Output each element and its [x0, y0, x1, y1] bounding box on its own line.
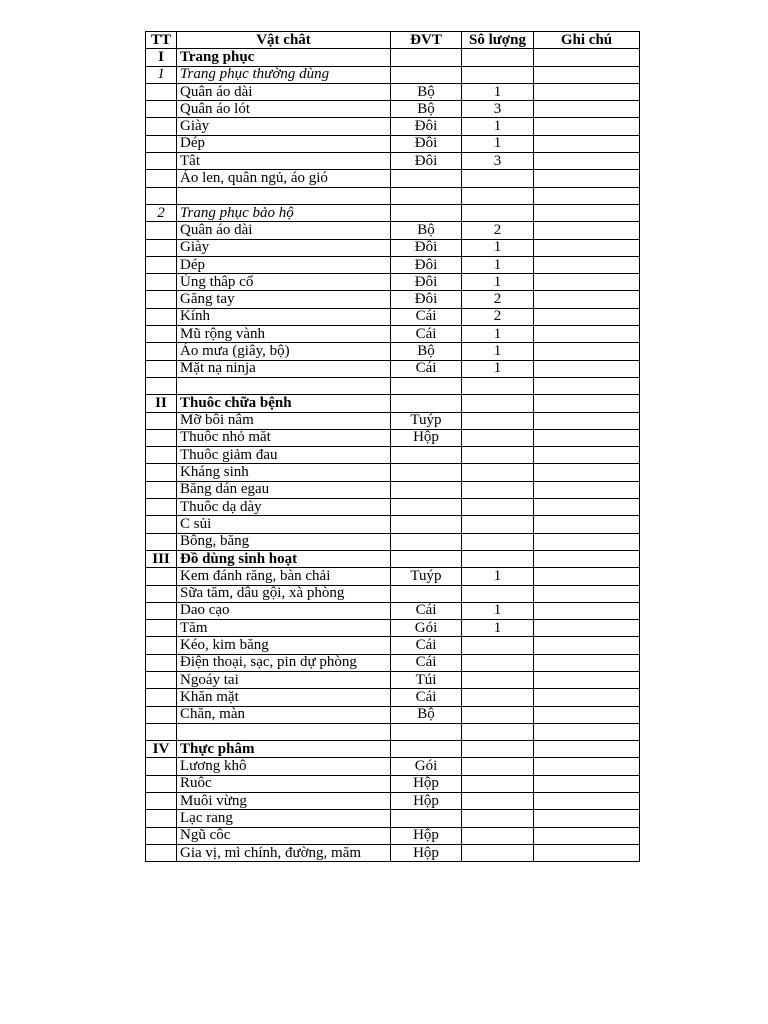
cell-item: Quân áo dài [177, 83, 391, 100]
cell-note [534, 83, 640, 100]
cell-qty [462, 429, 534, 446]
table-row [146, 758, 640, 775]
cell-unit [391, 550, 462, 567]
cell-note [534, 326, 640, 343]
cell-qty [462, 671, 534, 688]
table-row [146, 827, 640, 844]
cell-qty [462, 723, 534, 740]
cell-qty [462, 66, 534, 83]
cell-unit: Cái [391, 360, 462, 377]
table-row [146, 395, 640, 412]
table-row [146, 135, 640, 152]
cell-unit [391, 464, 462, 481]
cell-item: Thuôc chữa bệnh [177, 395, 391, 412]
table-row [146, 741, 640, 758]
header-note: Ghi chú [534, 32, 640, 49]
cell-qty [462, 533, 534, 550]
cell-qty [462, 758, 534, 775]
cell-tt [146, 637, 177, 654]
cell-qty [462, 464, 534, 481]
table-row [146, 83, 640, 100]
cell-tt [146, 568, 177, 585]
table-row [146, 464, 640, 481]
cell-item: Thuôc nhỏ măt [177, 429, 391, 446]
cell-note [534, 810, 640, 827]
cell-note [534, 239, 640, 256]
cell-tt [146, 256, 177, 273]
cell-unit [391, 187, 462, 204]
cell-qty [462, 516, 534, 533]
cell-qty: 2 [462, 222, 534, 239]
cell-tt [146, 827, 177, 844]
cell-note [534, 533, 640, 550]
cell-unit: Túi [391, 671, 462, 688]
cell-note [534, 49, 640, 66]
cell-qty [462, 844, 534, 861]
cell-qty: 1 [462, 118, 534, 135]
cell-unit: Bộ [391, 101, 462, 118]
cell-note [534, 343, 640, 360]
cell-note [534, 204, 640, 221]
cell-note [534, 516, 640, 533]
cell-qty [462, 550, 534, 567]
cell-unit: Cái [391, 308, 462, 325]
cell-tt [146, 360, 177, 377]
cell-note [534, 844, 640, 861]
cell-unit: Hộp [391, 429, 462, 446]
cell-note [534, 793, 640, 810]
table-row [146, 222, 640, 239]
cell-tt [146, 585, 177, 602]
cell-note [534, 602, 640, 619]
cell-item: Trang phục [177, 49, 391, 66]
cell-note [534, 637, 640, 654]
header-qty: Sô lượng [462, 32, 534, 49]
cell-item: Băng dán egau [177, 481, 391, 498]
cell-unit [391, 481, 462, 498]
cell-unit [391, 810, 462, 827]
cell-note [534, 153, 640, 170]
cell-unit: Đôi [391, 291, 462, 308]
cell-item: Gia vị, mì chính, đường, măm [177, 844, 391, 861]
table-row [146, 775, 640, 792]
cell-note [534, 481, 640, 498]
cell-note [534, 395, 640, 412]
cell-tt: IV [146, 741, 177, 758]
cell-note [534, 568, 640, 585]
cell-item: Trang phục bảo hộ [177, 204, 391, 221]
cell-tt [146, 135, 177, 152]
cell-note [534, 170, 640, 187]
cell-item: Mặt nạ ninja [177, 360, 391, 377]
table-row [146, 274, 640, 291]
cell-unit: Bộ [391, 343, 462, 360]
table-row [146, 256, 640, 273]
cell-unit: Bộ [391, 83, 462, 100]
cell-note [534, 291, 640, 308]
cell-item: Ủng thâp cổ [177, 274, 391, 291]
cell-tt [146, 533, 177, 550]
cell-item: C sủi [177, 516, 391, 533]
table-body [146, 49, 640, 862]
cell-item: Trang phục thường dùng [177, 66, 391, 83]
cell-item: Áo mưa (giây, bộ) [177, 343, 391, 360]
cell-qty: 3 [462, 101, 534, 118]
cell-note [534, 464, 640, 481]
cell-item: Quân áo dài [177, 222, 391, 239]
table-row [146, 550, 640, 567]
cell-unit [391, 499, 462, 516]
cell-qty [462, 412, 534, 429]
cell-item: Mũ rộng vành [177, 326, 391, 343]
cell-item: Áo len, quân ngủ, áo gió [177, 170, 391, 187]
cell-tt [146, 775, 177, 792]
cell-tt [146, 516, 177, 533]
cell-tt: II [146, 395, 177, 412]
table-row [146, 170, 640, 187]
cell-note [534, 447, 640, 464]
cell-note [534, 360, 640, 377]
cell-qty: 1 [462, 256, 534, 273]
cell-qty [462, 827, 534, 844]
cell-unit: Cái [391, 654, 462, 671]
cell-tt [146, 429, 177, 446]
cell-item: Dép [177, 135, 391, 152]
cell-item: Khăn mặt [177, 689, 391, 706]
table-row [146, 239, 640, 256]
table-row [146, 793, 640, 810]
cell-tt [146, 723, 177, 740]
cell-tt [146, 793, 177, 810]
cell-tt [146, 447, 177, 464]
cell-tt [146, 222, 177, 239]
cell-unit: Hộp [391, 844, 462, 861]
table-row [146, 568, 640, 585]
cell-qty: 1 [462, 568, 534, 585]
cell-tt [146, 326, 177, 343]
cell-qty [462, 810, 534, 827]
cell-qty [462, 170, 534, 187]
cell-note [534, 187, 640, 204]
table-row [146, 308, 640, 325]
cell-note [534, 256, 640, 273]
cell-note [534, 101, 640, 118]
cell-tt [146, 499, 177, 516]
cell-qty [462, 585, 534, 602]
cell-note [534, 723, 640, 740]
cell-unit [391, 170, 462, 187]
cell-tt [146, 706, 177, 723]
cell-unit: Tuýp [391, 412, 462, 429]
cell-unit: Cái [391, 326, 462, 343]
cell-unit [391, 204, 462, 221]
cell-tt [146, 758, 177, 775]
table-row [146, 810, 640, 827]
table-row [146, 326, 640, 343]
table-row [146, 706, 640, 723]
cell-qty: 1 [462, 239, 534, 256]
cell-item: Điện thoại, sạc, pin dự phòng [177, 654, 391, 671]
cell-qty: 1 [462, 83, 534, 100]
cell-item: Giày [177, 118, 391, 135]
cell-unit: Bộ [391, 222, 462, 239]
cell-note [534, 377, 640, 394]
cell-item [177, 377, 391, 394]
cell-item: Ruôc [177, 775, 391, 792]
cell-unit: Bộ [391, 706, 462, 723]
table-row [146, 481, 640, 498]
table-row [146, 118, 640, 135]
cell-item: Dép [177, 256, 391, 273]
cell-note [534, 689, 640, 706]
cell-tt [146, 153, 177, 170]
cell-unit [391, 516, 462, 533]
cell-unit: Đôi [391, 135, 462, 152]
cell-qty [462, 204, 534, 221]
cell-item: Thuôc giảm đau [177, 447, 391, 464]
cell-unit [391, 447, 462, 464]
table-row [146, 360, 640, 377]
cell-unit [391, 395, 462, 412]
cell-qty [462, 741, 534, 758]
cell-item: Muôi vừng [177, 793, 391, 810]
cell-note [534, 827, 640, 844]
cell-tt: III [146, 550, 177, 567]
cell-item: Kháng sinh [177, 464, 391, 481]
cell-qty [462, 654, 534, 671]
cell-item: Đồ dùng sinh hoạt [177, 550, 391, 567]
cell-item: Lương khô [177, 758, 391, 775]
cell-unit: Cái [391, 637, 462, 654]
cell-note [534, 66, 640, 83]
cell-note [534, 550, 640, 567]
cell-item: Kem đánh răng, bàn chải [177, 568, 391, 585]
cell-note [534, 654, 640, 671]
cell-unit: Đôi [391, 118, 462, 135]
cell-qty: 1 [462, 135, 534, 152]
cell-unit: Đôi [391, 274, 462, 291]
cell-note [534, 758, 640, 775]
cell-unit [391, 377, 462, 394]
header-tt: TT [146, 32, 177, 49]
cell-unit: Hộp [391, 793, 462, 810]
cell-note [534, 741, 640, 758]
cell-item: Sữa tăm, dâu gội, xà phòng [177, 585, 391, 602]
cell-note [534, 499, 640, 516]
cell-tt [146, 291, 177, 308]
cell-tt [146, 308, 177, 325]
cell-note [534, 308, 640, 325]
cell-item: Tăm [177, 620, 391, 637]
cell-qty [462, 499, 534, 516]
cell-unit [391, 533, 462, 550]
table-row [146, 291, 640, 308]
cell-note [534, 429, 640, 446]
cell-item: Thực phâm [177, 741, 391, 758]
cell-tt [146, 602, 177, 619]
cell-qty [462, 49, 534, 66]
cell-item: Giày [177, 239, 391, 256]
cell-unit: Cái [391, 602, 462, 619]
cell-unit: Đôi [391, 153, 462, 170]
cell-tt [146, 83, 177, 100]
cell-tt: 1 [146, 66, 177, 83]
cell-unit: Đôi [391, 239, 462, 256]
cell-item: Thuôc dạ dày [177, 499, 391, 516]
cell-qty: 1 [462, 360, 534, 377]
table-row [146, 671, 640, 688]
cell-unit [391, 585, 462, 602]
table-row [146, 343, 640, 360]
cell-item [177, 187, 391, 204]
cell-qty: 1 [462, 602, 534, 619]
cell-tt [146, 464, 177, 481]
cell-tt [146, 101, 177, 118]
cell-tt [146, 689, 177, 706]
cell-unit [391, 723, 462, 740]
cell-item: Ngoáy tai [177, 671, 391, 688]
table-row [146, 49, 640, 66]
cell-qty [462, 793, 534, 810]
cell-item: Găng tay [177, 291, 391, 308]
cell-item: Tât [177, 153, 391, 170]
cell-tt [146, 118, 177, 135]
cell-unit [391, 49, 462, 66]
table-row [146, 620, 640, 637]
cell-qty [462, 377, 534, 394]
table-row [146, 153, 640, 170]
cell-qty: 2 [462, 291, 534, 308]
cell-qty: 1 [462, 274, 534, 291]
cell-qty [462, 689, 534, 706]
cell-unit [391, 66, 462, 83]
cell-item: Dao cạo [177, 602, 391, 619]
table-row [146, 844, 640, 861]
cell-item: Kính [177, 308, 391, 325]
cell-note [534, 585, 640, 602]
cell-unit: Hộp [391, 827, 462, 844]
table-row [146, 654, 640, 671]
cell-note [534, 118, 640, 135]
cell-item [177, 723, 391, 740]
cell-qty: 3 [462, 153, 534, 170]
cell-item: Chăn, màn [177, 706, 391, 723]
cell-qty [462, 447, 534, 464]
cell-note [534, 620, 640, 637]
cell-unit: Gói [391, 758, 462, 775]
table-row [146, 66, 640, 83]
table-row [146, 101, 640, 118]
table-row [146, 602, 640, 619]
cell-note [534, 706, 640, 723]
table-row [146, 204, 640, 221]
cell-qty: 2 [462, 308, 534, 325]
cell-qty [462, 395, 534, 412]
table-row [146, 585, 640, 602]
cell-tt [146, 844, 177, 861]
cell-item: Kéo, kim băng [177, 637, 391, 654]
cell-qty [462, 481, 534, 498]
cell-tt [146, 170, 177, 187]
cell-unit [391, 741, 462, 758]
table-row [146, 429, 640, 446]
table-row [146, 637, 640, 654]
cell-unit: Hộp [391, 775, 462, 792]
cell-note [534, 775, 640, 792]
header-row [146, 32, 640, 49]
cell-tt [146, 377, 177, 394]
cell-note [534, 274, 640, 291]
cell-qty [462, 706, 534, 723]
table-row [146, 187, 640, 204]
cell-qty: 1 [462, 620, 534, 637]
cell-qty: 1 [462, 343, 534, 360]
cell-unit: Đôi [391, 256, 462, 273]
cell-item: Quân áo lót [177, 101, 391, 118]
cell-tt [146, 654, 177, 671]
cell-tt [146, 343, 177, 360]
cell-tt [146, 620, 177, 637]
cell-note [534, 671, 640, 688]
table-row [146, 499, 640, 516]
cell-item: Lạc rang [177, 810, 391, 827]
cell-qty [462, 775, 534, 792]
cell-qty [462, 637, 534, 654]
table-row [146, 723, 640, 740]
cell-tt [146, 274, 177, 291]
cell-qty: 1 [462, 326, 534, 343]
header-item: Vật chât [177, 32, 391, 49]
table-row [146, 516, 640, 533]
table-row [146, 533, 640, 550]
cell-qty [462, 187, 534, 204]
cell-tt [146, 481, 177, 498]
cell-note [534, 135, 640, 152]
cell-note [534, 222, 640, 239]
cell-tt [146, 239, 177, 256]
table-row [146, 689, 640, 706]
cell-unit: Tuýp [391, 568, 462, 585]
cell-item: Mỡ bôi nâm [177, 412, 391, 429]
cell-tt [146, 187, 177, 204]
cell-item: Bông, băng [177, 533, 391, 550]
table-row [146, 447, 640, 464]
cell-tt [146, 671, 177, 688]
cell-item: Ngũ côc [177, 827, 391, 844]
header-unit: ĐVT [391, 32, 462, 49]
cell-tt [146, 810, 177, 827]
cell-unit: Gói [391, 620, 462, 637]
supply-table [145, 31, 640, 862]
table-row [146, 412, 640, 429]
cell-unit: Cái [391, 689, 462, 706]
cell-tt: I [146, 49, 177, 66]
cell-tt: 2 [146, 204, 177, 221]
table-row [146, 377, 640, 394]
cell-note [534, 412, 640, 429]
cell-tt [146, 412, 177, 429]
